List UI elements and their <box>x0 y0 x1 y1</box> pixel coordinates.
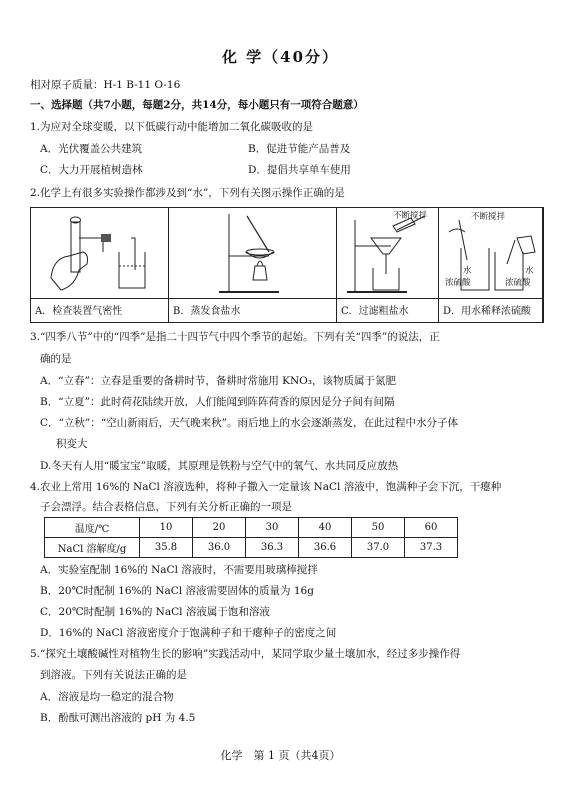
temperature-row <box>45 518 458 538</box>
solubility-cell: 37.0 <box>352 538 405 558</box>
water-label-right: 水 <box>525 266 534 276</box>
temp-cell: 50 <box>352 518 405 538</box>
atomic-mass-line: 相对原子质量：H-1 B-11 O-16 <box>30 79 181 91</box>
q2-caption-d: D．用水稀释浓硫酸 <box>443 306 532 317</box>
q3-stem-line2: 确的是 <box>40 353 72 365</box>
q5-option-a: A．溶液是均一稳定的混合物 <box>40 691 174 703</box>
q1-option-a: A．光伏覆盖公共建筑 <box>40 143 143 155</box>
solubility-cell: 36.6 <box>299 538 352 558</box>
temp-cell: 10 <box>140 518 193 538</box>
section-heading: 一、选择题（共7小题，每题2分，共14分，每小题只有一项符合题意） <box>30 99 364 111</box>
water-label-left: 水 <box>463 266 472 276</box>
q5-option-b: B．酚酞可测出溶液的 pH 为 4.5 <box>40 712 196 724</box>
page-footer: 化学 第 1 页（共4页） <box>220 749 341 762</box>
q2-figure-c <box>337 208 439 322</box>
solubility-cell: 36.0 <box>193 538 246 558</box>
stir-label-c-text: 不断搅拌 <box>393 211 428 221</box>
q2-caption-a: A．检查装置气密性 <box>35 306 123 317</box>
q2-figure-table <box>30 207 544 323</box>
q4-option-c: C．20℃时配制 16%的 NaCl 溶液属于饱和溶液 <box>40 606 270 618</box>
q4-stem-line1: 4.农业上常用 16%的 NaCl 溶液选种，将种子撒入一定量该 NaCl 溶液中，饱满种子会下沉，干瘪种 <box>30 481 502 493</box>
stir-label-d: 不断搅拌 <box>471 212 506 222</box>
q3-option-a: A．“立春”：立春是重要的备耕时节，备耕时常施用 KNO₃，该物质属于氮肥 <box>40 375 397 387</box>
q5-stem-line2: 到溶液。下列有关说法正确的是 <box>40 669 187 681</box>
solubility-cell: 35.8 <box>140 538 193 558</box>
temp-cell: 60 <box>405 518 458 538</box>
solubility-header: NaCl 溶解度/g <box>45 538 140 558</box>
solubility-row <box>45 538 458 558</box>
q4-stem-line2: 子会漂浮。结合表格信息，下列有关分析正确的一项是 <box>40 501 292 513</box>
q3-option-c-line1: C．“立秋”：“空山新雨后，天气晚来秋”。雨后地上的水会逐渐蒸发，在此过程中水分子体 <box>40 417 459 429</box>
q2-figure-b <box>169 208 337 322</box>
solubility-table <box>44 517 458 558</box>
q2-stem: 2.化学上有很多实验操作都涉及到“水”，下列有关图示操作正确的是 <box>30 187 345 199</box>
q3-option-c-line2: 积变大 <box>56 438 88 450</box>
temperature-header: 温度/℃ <box>45 518 140 538</box>
acid-label-left: 浓硫酸 <box>445 278 471 288</box>
q2-figure-a <box>31 208 169 322</box>
q4-option-d: D．16%的 NaCl 溶液密度介于饱满种子和干瘪种子的密度之间 <box>40 627 337 639</box>
gas-tightness-apparatus-illustration <box>31 208 168 298</box>
q1-option-b: B．促进节能产品普及 <box>248 143 351 155</box>
q1-stem: 1.为应对全球变暖，以下低碳行动中能增加二氧化碳吸收的是 <box>30 121 314 133</box>
q5-stem-line1: 5.“探究土壤酸碱性对植物生长的影响”实践活动中，某同学取少量土壤加水，经过多步操作得 <box>30 648 461 660</box>
evaporation-apparatus-illustration <box>169 208 336 298</box>
q4-option-a: A．实验室配制 16%的 NaCl 溶液时，不需要用玻璃棒搅拌 <box>40 564 318 576</box>
solubility-cell: 37.3 <box>405 538 458 558</box>
q2-caption-b: B．蒸发食盐水 <box>173 306 241 317</box>
q3-option-d: D.冬天有人用“暖宝宝”取暖，其原理是铁粉与空气中的氧气、水共同反应放热 <box>40 460 399 472</box>
q2-caption-c: C．过滤粗盐水 <box>341 306 409 317</box>
q1-option-d: D．提倡共享单车使用 <box>248 164 351 176</box>
solubility-cell: 36.3 <box>246 538 299 558</box>
q1-option-c: C．大力开展植树造林 <box>40 164 143 176</box>
page-title: 化 学（40分） <box>221 48 340 66</box>
q3-stem-line1: 3.“四季八节”中的“四季”是指二十四节气中四个季节的起始。下列有关“四季”的说法，正 <box>30 331 440 343</box>
temp-cell: 40 <box>299 518 352 538</box>
acid-label-right: 浓硫酸 <box>505 278 531 288</box>
temp-cell: 30 <box>246 518 299 538</box>
q3-option-b: B．“立夏”：此时荷花陆续开放，人们能闻到阵阵荷香的原因是分子间有间隔 <box>40 396 395 408</box>
q2-figure-d <box>439 208 543 322</box>
q4-option-b: B．20℃时配制 16%的 NaCl 溶液需要固体的质量为 16g <box>40 585 314 597</box>
temp-cell: 20 <box>193 518 246 538</box>
